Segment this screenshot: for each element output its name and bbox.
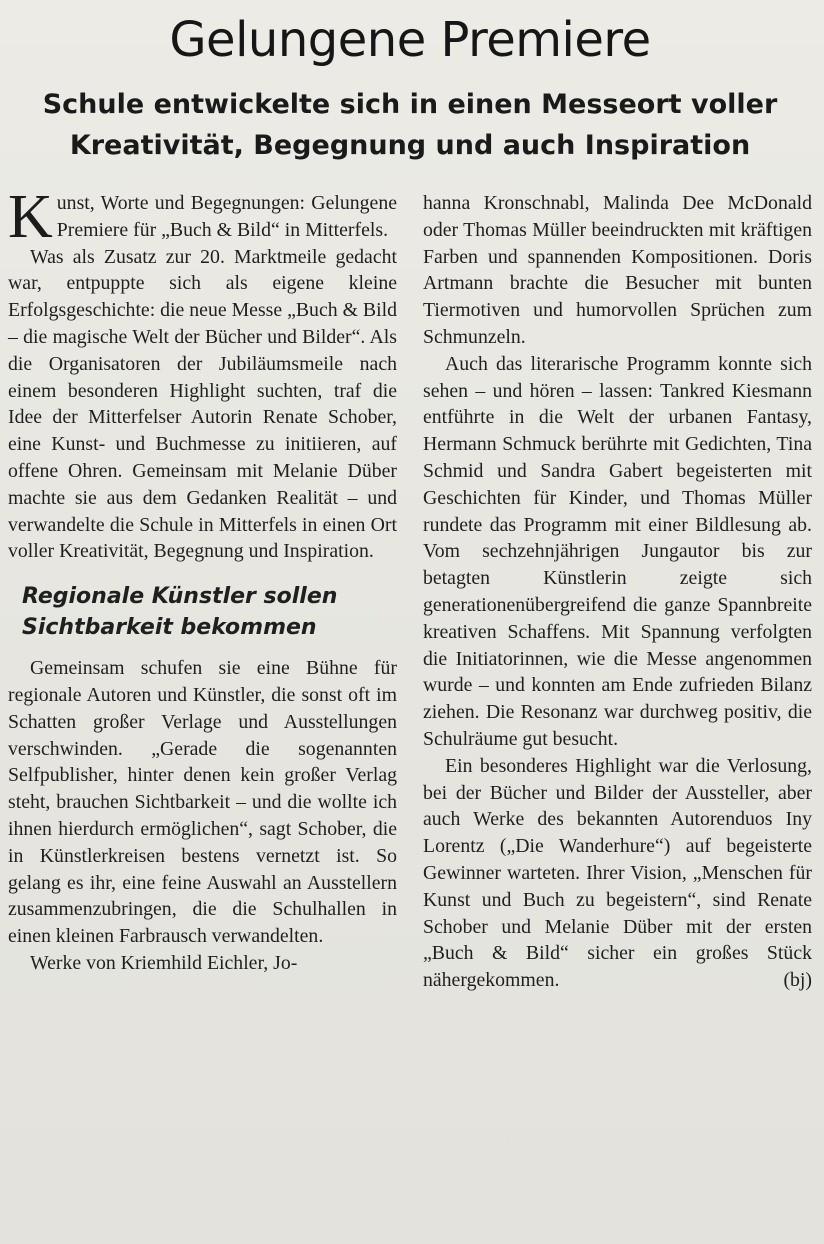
paragraph: Gemeinsam schufen sie eine Bühne für regionale Autoren und Künstler, die sonst oft im Schatten großer Verlage und Ausstellungen verschwinden. „Gerade die sogenannten Selfpublisher, hinter denen kein großer Verlag steht, brauchen Sichtbarkeit – und die wollte ich ihnen hierdurch ermöglichen“, sagt Schober, die in Künstlerkreisen bestens vernetzt ist. So gelang es ihr, eine feine Auswahl an Ausstellern zusammenzubringen, die die Schulhallen in einen kleinen Farbrausch verwandelten. — [8, 657, 397, 948]
paragraph: Werke von Kriemhild Eichler, Jo- — [30, 951, 298, 974]
author-byline: (bj) — [783, 969, 812, 992]
lead-text: unst, Worte und Begegnungen: Gelungene Premiere für „Buch & Bild“ in Mitterfels. — [56, 192, 397, 241]
subheading: Regionale Künstler sollen Sichtbarkeit bekommen — [22, 584, 338, 641]
subheadline: Schule entwickelte sich in einen Messeort voller Kreativität, Begegnung und auch Inspiration — [42, 89, 778, 161]
headline: Gelungene Premiere — [169, 12, 651, 68]
right-column — [423, 190, 812, 994]
left-column — [8, 183, 397, 994]
lead-paragraph — [8, 183, 397, 251]
drop-cap: K — [8, 183, 53, 251]
article-body — [8, 183, 812, 994]
paragraph — [423, 753, 812, 994]
paragraph: hanna Kronschnabl, Malinda Dee McDonald oder Thomas Müller beeindruckten mit kräftigen Farben und spannenden Kompositionen. Doris Artmann brachte die Besucher mit bunten Tiermotiven und humorvollen Sprüchen zum Schmunzeln. — [423, 192, 812, 348]
paragraph: Was als Zusatz zur 20. Marktmeile gedacht war, entpuppte sich als eigene kleine Erfolgsgeschichte: die neue Messe „Buch & Bild – die magische Welt der Bücher und Bilder“. Als die Organisatoren der Jubiläumsmeile nach einem besonderen Highlight suchten, traf die Idee der Mitterfelser Autorin Renate Schober, eine Kunst- und Buchmesse zu initiieren, auf offene Ohren. Gemeinsam mit Melanie Düber machte sie aus dem Gedanken Realität – und verwandelte die Schule in Mitterfels in einen Ort voller Kreativität, Begegnung und Inspiration. — [8, 245, 397, 563]
paragraph: Auch das literarische Programm konnte sich sehen – und hören – lassen: Tankred Kiesmann entführte in die Welt der urbanen Fantasy, Hermann Schmuck berührte mit Gedichten, Tina Schmid und Sandra Gabert begeisterten mit Geschichten für Kinder, und Thomas Müller rundete das Programm mit einer Bildlesung ab. Vom sechzehnjährigen Jungautor bis zur betagten Künstlerin zeigte sich generationenübergreifend die ganze Spannbreite kreativen Schaffens. Mit Spannung verfolgten die Initiatorinnen, wie die Messe angenommen wurde – und konnten am Ende zufrieden Bilanz ziehen. Die Resonanz war durchweg positiv, die Schulräume gut besucht. — [423, 352, 812, 750]
paragraph-text: Ein besonderes Highlight war die Verlosung, bei der Bücher und Bilder der Aussteller, aber auch Werke des bekannten Autorenduos Iny Lorentz („Die Wanderhure“) auf begeisterte Gewinner warteten. Ihrer Vision, „Menschen für Kunst und Buch zu begeistern“, sind Renate Schober und Melanie Düber mit der ersten „Buch & Bild“ sicher ein großes Stück nähergekommen. — [423, 754, 812, 992]
